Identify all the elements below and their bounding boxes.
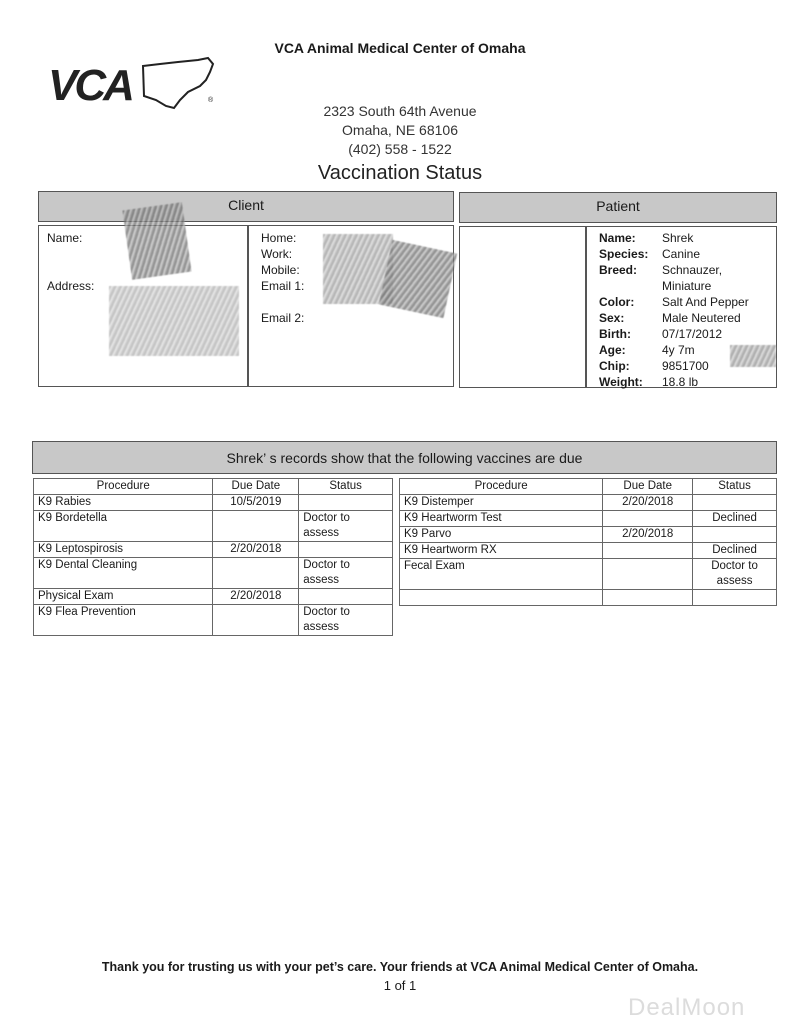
records-table-right — [399, 478, 777, 606]
patient-field-value: Schnauzer, — [662, 263, 723, 277]
redaction — [730, 345, 776, 367]
cell-status: Doctor to assess — [299, 558, 393, 589]
patient-field-label: Birth: — [599, 327, 631, 341]
client-email2-label: Email 2: — [261, 311, 305, 325]
cell-status: Declined — [693, 543, 777, 559]
clinic-name: VCA Animal Medical Center of Omaha — [274, 40, 526, 56]
column-header: Due Date — [213, 479, 299, 495]
table-row — [34, 589, 393, 605]
column-header: Procedure — [400, 479, 603, 495]
patient-field-label: Breed: — [599, 263, 638, 277]
patient-field-label: Weight: — [599, 375, 643, 389]
redaction — [109, 286, 239, 356]
us-map-icon — [143, 58, 213, 108]
cell-status — [299, 542, 393, 558]
table-row — [34, 558, 393, 589]
page-title: Vaccination Status — [317, 162, 483, 184]
page-number: 1 of 1 — [383, 978, 417, 993]
cell-due: 2/20/2018 — [603, 527, 693, 543]
patient-heading: Patient — [459, 192, 777, 223]
table-row — [400, 511, 777, 527]
cell-procedure: K9 Dental Cleaning — [34, 558, 213, 589]
records-table-left — [33, 478, 393, 636]
table-row — [34, 495, 393, 511]
table-row — [34, 605, 393, 636]
address-line-1: 2323 South 64th Avenue — [323, 103, 477, 119]
patient-field-value: 4y 7m — [662, 343, 695, 357]
table-row — [34, 511, 393, 542]
table-row — [34, 542, 393, 558]
cell-due: 10/5/2019 — [213, 495, 299, 511]
cell-due — [213, 558, 299, 589]
cell-status — [693, 495, 777, 511]
cell-due: 2/20/2018 — [213, 542, 299, 558]
patient-field-label: Age: — [599, 343, 626, 357]
client-home-label: Home: — [261, 231, 297, 245]
client-work-label: Work: — [261, 247, 293, 261]
records-heading: Shrek’ s records show that the following vaccines are due — [32, 441, 777, 474]
client-name-label: Name: — [47, 231, 83, 245]
patient-field-value: 18.8 lb — [662, 375, 699, 389]
client-address-label: Address: — [47, 279, 95, 293]
patient-field-value: Shrek — [662, 231, 694, 245]
cell-due — [213, 605, 299, 636]
cell-due — [603, 543, 693, 559]
table-row — [400, 495, 777, 511]
redaction — [379, 240, 457, 318]
cell-procedure: Physical Exam — [34, 589, 213, 605]
client-mobile-label: Mobile: — [261, 263, 300, 277]
cell-status: Doctor to assess — [299, 605, 393, 636]
logo-text: VCA — [48, 61, 132, 110]
client-heading: Client — [38, 191, 454, 222]
cell-procedure: K9 Parvo — [400, 527, 603, 543]
patient-field-label: Color: — [599, 295, 635, 309]
patient-field-label: Sex: — [599, 311, 625, 325]
cell-status: Doctor to assess — [693, 559, 777, 590]
cell-status — [299, 589, 393, 605]
patient-field-value: Miniature — [662, 279, 712, 293]
cell-due — [603, 559, 693, 590]
cell-procedure: K9 Heartworm RX — [400, 543, 603, 559]
cell-status — [299, 495, 393, 511]
svg-text:®: ® — [208, 97, 214, 104]
cell-due — [213, 511, 299, 542]
address-line-2: Omaha, NE 68106 — [342, 122, 458, 138]
patient-field-value: 9851700 — [662, 359, 709, 373]
column-header: Status — [299, 479, 393, 495]
table-row — [400, 559, 777, 590]
table-row — [400, 590, 777, 606]
footer-thanks: Thank you for trusting us with your pet’s care. Your friends at VCA Animal Medical Center of Omaha. — [101, 960, 699, 974]
column-header: Status — [693, 479, 777, 495]
table-row — [400, 543, 777, 559]
patient-field-label: Name: — [599, 231, 636, 245]
cell-due — [603, 511, 693, 527]
cell-status: Declined — [693, 511, 777, 527]
watermark: DealMoon — [628, 994, 746, 1021]
column-header: Due Date — [603, 479, 693, 495]
patient-field-value: Canine — [662, 247, 701, 261]
patient-field-value: Salt And Pepper — [662, 295, 749, 309]
cell-procedure: K9 Flea Prevention — [34, 605, 213, 636]
client-email1-label: Email 1: — [261, 279, 305, 293]
cell-procedure: K9 Heartworm Test — [400, 511, 603, 527]
cell-status — [693, 527, 777, 543]
cell-status: Doctor to assess — [299, 511, 393, 542]
cell-procedure: K9 Rabies — [34, 495, 213, 511]
cell-procedure: Fecal Exam — [400, 559, 603, 590]
cell-procedure: K9 Leptospirosis — [34, 542, 213, 558]
table-row — [400, 527, 777, 543]
phone-number: (402) 558 - 1522 — [348, 141, 452, 157]
patient-field-value: Male Neutered — [662, 311, 741, 325]
patient-box — [459, 226, 777, 388]
cell-due: 2/20/2018 — [213, 589, 299, 605]
cell-procedure: K9 Bordetella — [34, 511, 213, 542]
cell-procedure: K9 Distemper — [400, 495, 603, 511]
cell-due: 2/20/2018 — [603, 495, 693, 511]
column-header: Procedure — [34, 479, 213, 495]
patient-field-label: Chip: — [599, 359, 630, 373]
client-box — [38, 225, 454, 387]
redaction — [122, 202, 191, 280]
patient-field-value: 07/17/2012 — [662, 327, 723, 341]
patient-field-label: Species: — [599, 247, 649, 261]
